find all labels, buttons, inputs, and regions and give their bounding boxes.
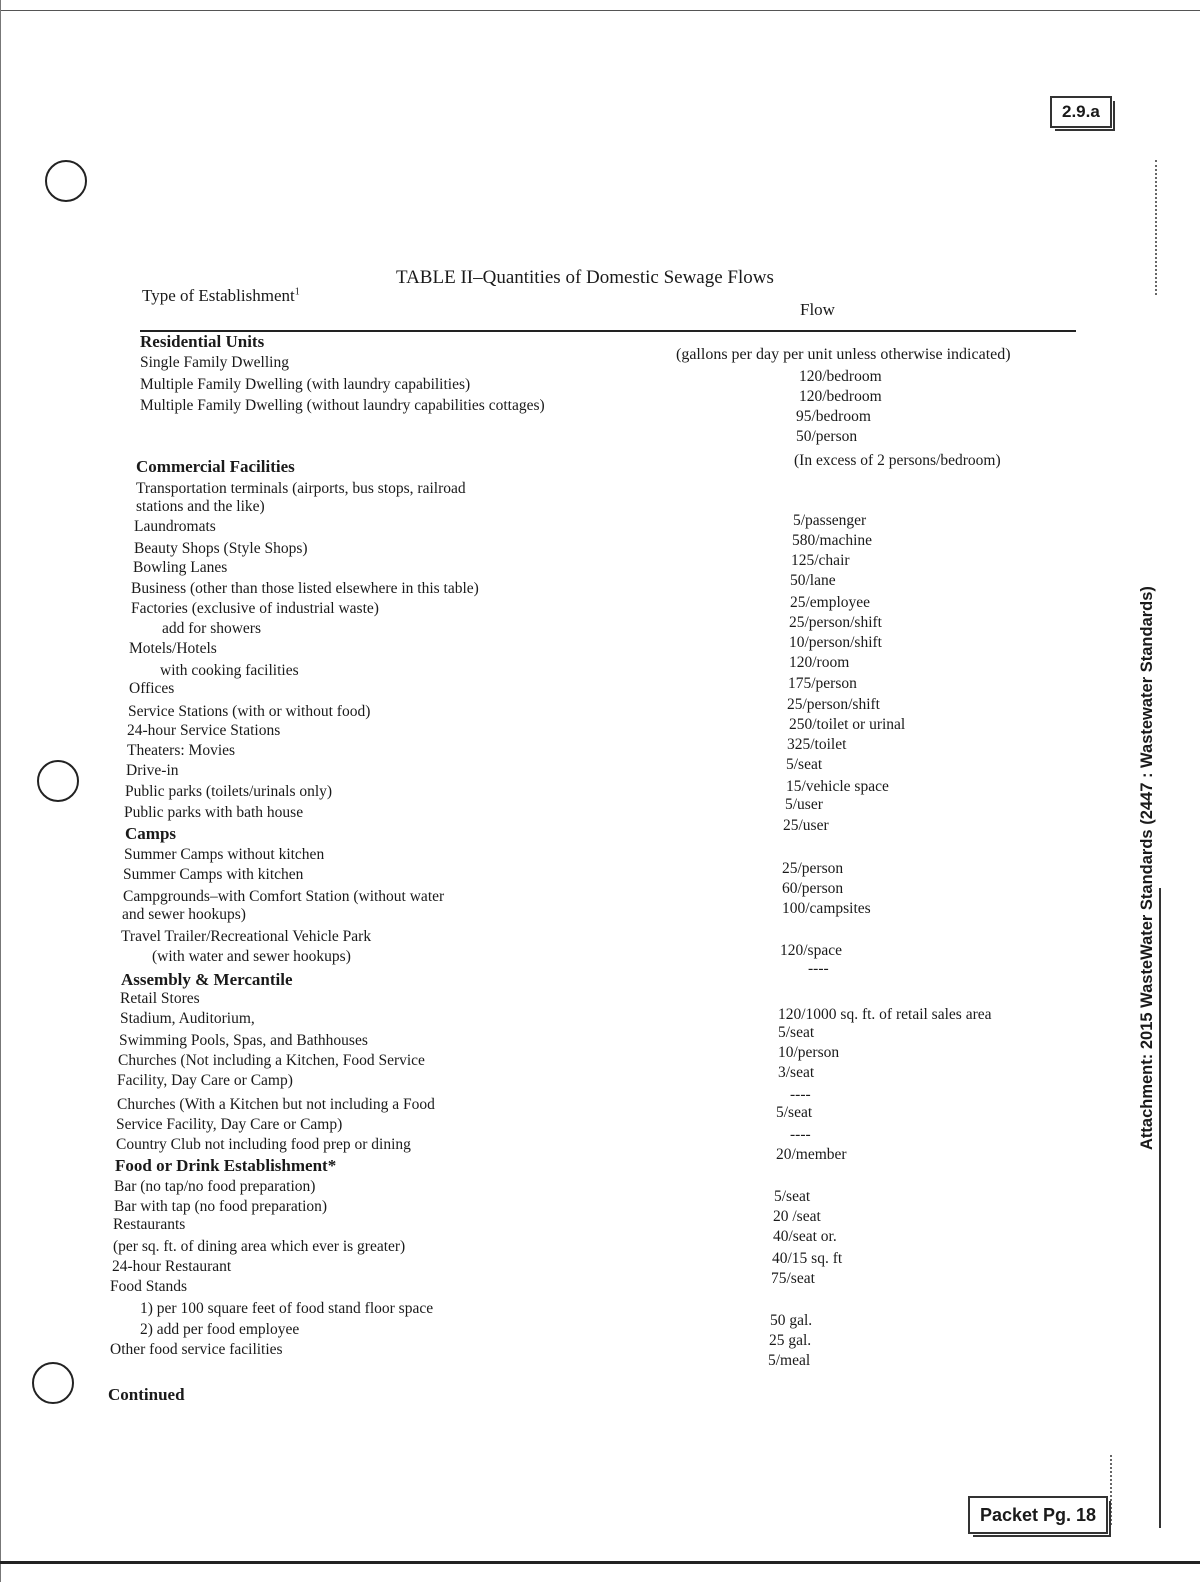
flow-value: 20 /seat	[773, 1208, 821, 1225]
establishment-row: stations and the like)	[136, 498, 265, 515]
flow-value: 15/vehicle space	[786, 778, 889, 795]
establishment-row: Factories (exclusive of industrial waste)	[131, 600, 379, 617]
establishment-row: Multiple Family Dwelling (with laundry capabilities)	[140, 376, 471, 393]
establishment-row: Travel Trailer/Recreational Vehicle Park	[121, 928, 372, 945]
section-heading: Camps	[125, 824, 177, 843]
punch-hole-bottom	[32, 1362, 74, 1404]
flow-value: 3/seat	[778, 1064, 815, 1081]
establishment-row: with cooking facilities	[160, 662, 299, 679]
flow-value: 25/employee	[790, 594, 871, 611]
flow-value: 10/person	[778, 1044, 840, 1061]
flow-value: 5/seat	[786, 756, 823, 773]
flow-value: 5/passenger	[793, 512, 867, 529]
flow-value: 25/person/shift	[787, 696, 880, 713]
stamp-2-9-a	[1050, 96, 1112, 128]
flow-value: 325/toilet	[787, 736, 847, 753]
establishment-row: Churches (Not including a Kitchen, Food Service	[118, 1052, 425, 1069]
establishment-row: Summer Camps with kitchen	[123, 866, 304, 883]
flow-value: 25/user	[783, 817, 829, 834]
establishment-row: Food Stands	[110, 1278, 188, 1295]
establishment-row: Service Facility, Day Care or Camp)	[116, 1116, 343, 1133]
establishment-row: Campgrounds–with Comfort Station (without water	[123, 888, 445, 905]
flow-value: 5/meal	[768, 1352, 811, 1369]
establishment-row: Drive-in	[126, 762, 179, 779]
establishment-row: Service Stations (with or without food)	[128, 703, 371, 720]
flow-value: 40/15 sq. ft	[772, 1250, 843, 1267]
section-heading: Residential Units	[140, 332, 265, 351]
flow-value: 100/campsites	[782, 900, 871, 917]
flow-value: 120/bedroom	[799, 368, 882, 385]
margin-dots-top	[1155, 160, 1157, 295]
establishment-row: 1) per 100 square feet of food stand floor space	[140, 1300, 434, 1317]
flow-value: 95/bedroom	[796, 408, 871, 425]
flow-value: 60/person	[782, 880, 844, 897]
establishment-row: Bar with tap (no food preparation)	[114, 1198, 328, 1215]
establishment-row: (per sq. ft. of dining area which ever is greater)	[113, 1238, 406, 1255]
flow-value: 25/person	[782, 860, 844, 877]
establishment-row: 2) add per food employee	[140, 1321, 300, 1338]
establishment-row: Restaurants	[113, 1216, 186, 1233]
establishment-row: add for showers	[162, 620, 262, 637]
flow-value: 5/seat	[774, 1188, 811, 1205]
establishment-row: Summer Camps without kitchen	[124, 846, 325, 863]
flow-value: 120/bedroom	[799, 388, 882, 405]
flow-value: 40/seat or.	[773, 1228, 837, 1245]
left-edge-line	[0, 0, 1, 1582]
flow-value: 50/person	[796, 428, 858, 445]
packet-page-stamp	[968, 1496, 1108, 1534]
units-note: (gallons per day per unit unless otherwise indicated)	[676, 346, 1011, 363]
column-header-flow: Flow	[800, 300, 835, 319]
punch-hole-middle	[37, 760, 79, 802]
flow-value: ----	[790, 1086, 811, 1103]
flow-value: 250/toilet or urinal	[789, 716, 906, 733]
flow-value: 120/1000 sq. ft. of retail sales area	[778, 1006, 992, 1023]
flow-value: ----	[808, 960, 829, 977]
establishment-row: (with water and sewer hookups)	[152, 948, 351, 965]
establishment-row: Public parks with bath house	[124, 804, 304, 821]
establishment-row: Motels/Hotels	[129, 640, 217, 657]
bottom-edge-line	[0, 1561, 1200, 1564]
flow-value: 175/person	[788, 675, 857, 692]
flow-value: 25/person/shift	[789, 614, 882, 631]
packet-page-text: Packet Pg. 18	[980, 1505, 1097, 1525]
establishment-row: Stadium, Auditorium,	[120, 1010, 255, 1027]
flow-value: 50 gal.	[770, 1312, 813, 1329]
flow-value: 120/space	[780, 942, 842, 959]
establishment-row: Business (other than those listed elsewhere in this table)	[131, 580, 479, 597]
flow-value: 120/room	[789, 654, 850, 671]
top-edge-line	[0, 10, 1200, 11]
side-caption: Attachment: 2015 WasteWater Standards (2447 : Wastewater Standards)	[1138, 586, 1156, 1150]
section-heading: Continued	[108, 1385, 185, 1404]
establishment-row: 24-hour Restaurant	[112, 1258, 232, 1275]
establishment-row: Transportation terminals (airports, bus stops, railroad	[136, 480, 466, 497]
establishment-row: Offices	[129, 680, 175, 697]
establishment-row: Theaters: Movies	[127, 742, 236, 759]
establishment-row: Beauty Shops (Style Shops)	[134, 540, 308, 557]
flow-value: 5/user	[785, 796, 823, 813]
column-header-type-text: Type of Establishment	[142, 286, 295, 305]
establishment-row: Retail Stores	[120, 990, 200, 1007]
flow-value: 50/lane	[790, 572, 836, 589]
flow-value: (In excess of 2 persons/bedroom)	[794, 452, 1001, 469]
table-title: TABLE II–Quantities of Domestic Sewage Flows	[396, 267, 774, 288]
flow-value: 25 gal.	[769, 1332, 812, 1349]
establishment-row: Other food service facilities	[110, 1341, 283, 1358]
flow-value: 580/machine	[792, 532, 873, 549]
column-header-type	[142, 286, 300, 306]
establishment-row: Multiple Family Dwelling (without laundry capabilities cottages)	[140, 397, 545, 414]
establishment-row: Facility, Day Care or Camp)	[117, 1072, 293, 1089]
establishment-row: 24-hour Service Stations	[127, 722, 281, 739]
flow-value: 5/seat	[778, 1024, 815, 1041]
flow-value: 5/seat	[776, 1104, 813, 1121]
flow-value: 75/seat	[771, 1270, 815, 1287]
footnote-marker: 1	[294, 286, 300, 298]
flow-value: 20/member	[776, 1146, 847, 1163]
section-heading: Assembly & Mercantile	[121, 970, 293, 989]
section-heading: Food or Drink Establishment*	[115, 1156, 337, 1175]
stamp-2-9-a-text: 2.9.a	[1062, 102, 1100, 121]
establishment-row: Bowling Lanes	[133, 559, 228, 576]
establishment-row: Bar (no tap/no food preparation)	[114, 1178, 316, 1195]
establishment-row: and sewer hookups)	[122, 906, 246, 923]
establishment-row: Single Family Dwelling	[140, 354, 289, 371]
section-heading: Commercial Facilities	[136, 457, 295, 476]
flow-value: 10/person/shift	[789, 634, 882, 651]
establishment-row: Churches (With a Kitchen but not including a Food	[117, 1096, 435, 1113]
punch-hole-top	[45, 160, 87, 202]
side-caption-bar	[1159, 888, 1161, 1528]
establishment-row: Laundromats	[134, 518, 216, 535]
establishment-row: Country Club not including food prep or dining	[116, 1136, 411, 1153]
flow-value: ----	[790, 1126, 811, 1143]
flow-value: 125/chair	[791, 552, 850, 569]
establishment-row: Public parks (toilets/urinals only)	[125, 783, 333, 800]
establishment-row: Swimming Pools, Spas, and Bathhouses	[119, 1032, 368, 1049]
header-rule	[140, 330, 1076, 332]
